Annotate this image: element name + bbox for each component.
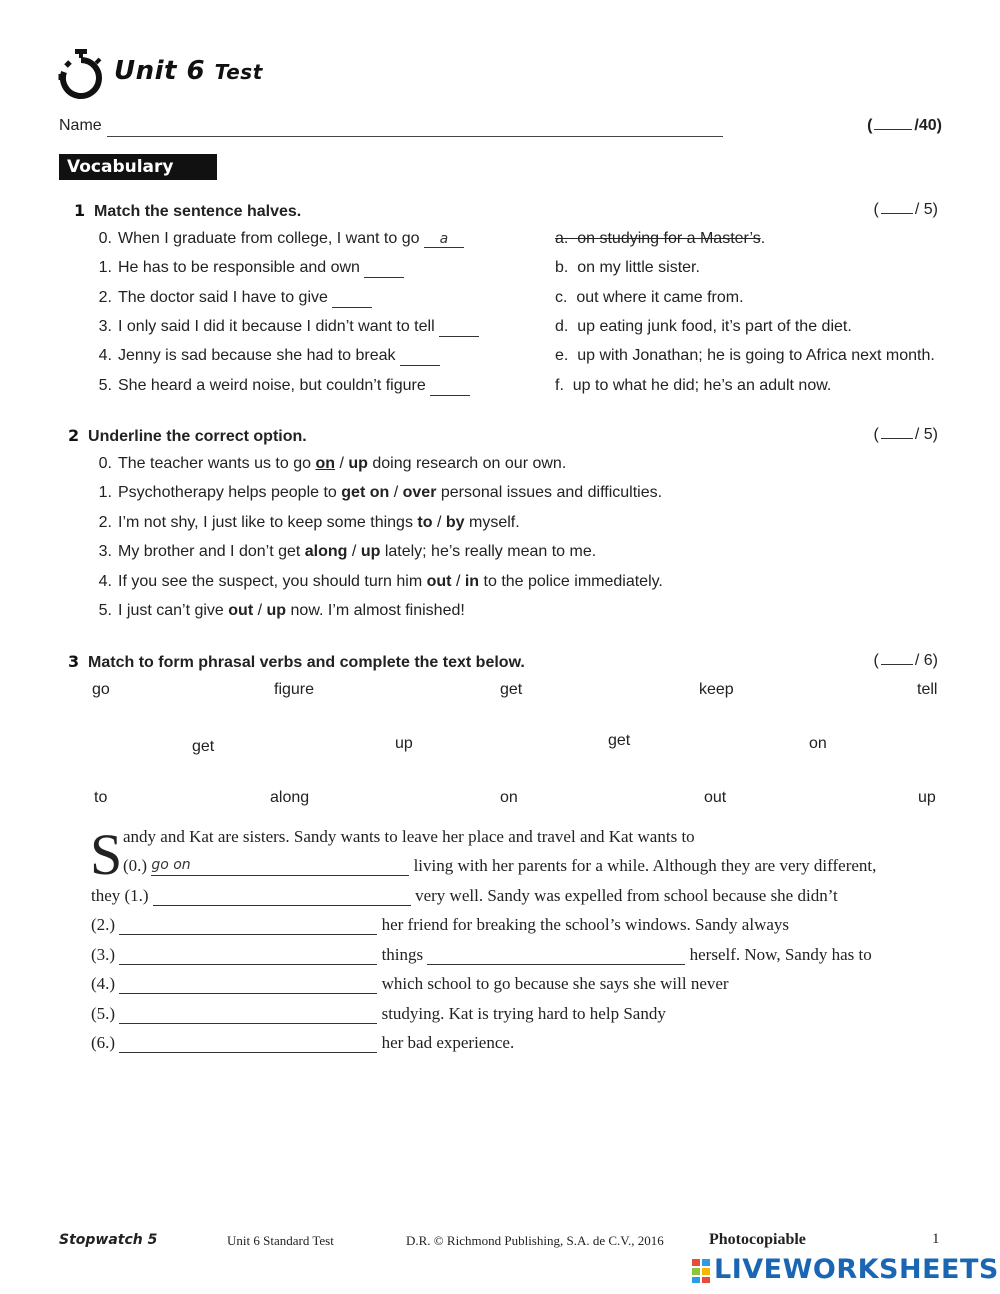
footer-photocopiable: Photocopiable: [709, 1231, 806, 1248]
ex1-ending-f: f. up to what he did; he’s an adult now.: [555, 377, 832, 394]
ex2-option[interactable]: up: [348, 455, 368, 472]
ex1-item-4: 4. Jenny is sad because she had to break: [90, 347, 440, 366]
text-line-0: andy and Kat are sisters. Sandy wants to leave her place and travel and Kat wants to: [123, 827, 695, 846]
total-score-blank[interactable]: [874, 129, 912, 130]
word-figure[interactable]: figure: [274, 681, 315, 698]
text-line-5: (4.) which school to go because she says she will never: [91, 974, 729, 993]
ex1-answer-5[interactable]: [430, 377, 470, 396]
gap-3a[interactable]: [119, 946, 377, 965]
page-title: Unit 6 Test: [114, 56, 263, 86]
exercise2-header: 2 Underline the correct option.: [68, 426, 307, 445]
ex2-option[interactable]: out: [228, 602, 254, 619]
exercise1-score-blank[interactable]: [881, 213, 913, 214]
word-along[interactable]: along: [270, 789, 310, 806]
ex1-item-3: 3. I only said I did it because I didn’t want to tell: [90, 318, 479, 337]
ex1-ending-b: b. on my little sister.: [555, 259, 700, 276]
footer-copyright: D.R. © Richmond Publishing, S.A. de C.V., 2016: [406, 1233, 664, 1248]
gap-2[interactable]: [119, 916, 377, 935]
ex2-item-1: 1. Psychotherapy helps people to get on / over personal issues and difficulties.: [98, 484, 663, 501]
text-line-1: (0.) go on living with her parents for a while. Although they are very different,: [123, 856, 877, 875]
word-get[interactable]: get: [608, 732, 631, 749]
word-tell[interactable]: tell: [917, 681, 938, 698]
ex1-answer-1[interactable]: [364, 259, 404, 278]
text-line-3: (2.) her friend for breaking the school’s windows. Sandy always: [91, 915, 790, 934]
ex1-answer-3[interactable]: [439, 318, 479, 337]
ex2-option[interactable]: by: [445, 514, 465, 531]
exercise3-score-blank[interactable]: [881, 664, 913, 665]
ex1-item-5: 5. She heard a weird noise, but couldn’t figure: [90, 377, 470, 396]
ex2-option[interactable]: out: [426, 573, 452, 590]
ex1-item-2: 2. The doctor said I have to give: [90, 289, 372, 308]
footer-test-name: Unit 6 Standard Test: [227, 1233, 334, 1248]
ex2-item-2: 2. I’m not shy, I just like to keep some things to / by myself.: [98, 514, 520, 531]
text-line-7: (6.) her bad experience.: [91, 1033, 515, 1052]
ex1-ending-c: c. out where it came from.: [555, 289, 744, 306]
word-go[interactable]: go: [92, 681, 110, 698]
word-up[interactable]: up: [918, 789, 936, 806]
word-get[interactable]: get: [192, 738, 215, 755]
word-keep[interactable]: keep: [699, 681, 734, 698]
ex1-ending-a: a. on studying for a Master’s.: [555, 230, 766, 247]
total-score: ( /40): [867, 117, 942, 134]
word-get[interactable]: get: [500, 681, 523, 698]
ex1-item-0: 0. When I graduate from college, I want to go a: [90, 230, 464, 248]
ex1-answer-4[interactable]: [400, 347, 440, 366]
gap-6[interactable]: [119, 1034, 377, 1053]
exercise3-header: 3 Match to form phrasal verbs and complete the text below.: [68, 652, 525, 671]
ex2-item-5: 5. I just can’t give out / up now. I’m almost finished!: [98, 602, 465, 619]
text-line-2: they (1.) very well. Sandy was expelled from school because she didn’t: [91, 886, 838, 905]
gap-4[interactable]: [119, 975, 377, 994]
ex2-option[interactable]: get on: [341, 484, 390, 501]
word-on[interactable]: on: [500, 789, 518, 806]
text-line-6: (5.) studying. Kat is trying hard to help Sandy: [91, 1004, 666, 1023]
ex2-option[interactable]: up: [266, 602, 287, 619]
gap-3b[interactable]: [427, 946, 685, 965]
drop-cap: S: [90, 822, 123, 887]
ex1-answer-0[interactable]: a: [424, 231, 464, 248]
stopwatch-logo-icon: [58, 48, 104, 100]
word-to[interactable]: to: [94, 789, 108, 806]
footer-brand: Stopwatch 5: [59, 1232, 158, 1248]
gap-1[interactable]: [153, 887, 411, 906]
exercise2-points: ( / 5): [873, 426, 938, 443]
exercise1-points: ( / 5): [873, 201, 938, 218]
watermark[interactable]: LIVEWORKSHEETS: [692, 1254, 999, 1285]
ex1-item-1: 1. He has to be responsible and own: [90, 259, 404, 278]
ex2-option[interactable]: in: [464, 573, 480, 590]
ex2-item-4: 4. If you see the suspect, you should turn him out / in to the police immediately.: [98, 573, 663, 590]
page-number: 1: [932, 1231, 940, 1247]
section-vocabulary: Vocabulary: [59, 154, 217, 180]
name-label: Name: [59, 117, 102, 134]
gap-0[interactable]: go on: [151, 857, 409, 876]
ex1-ending-e: e. up with Jonathan; he is going to Africa next month.: [555, 347, 935, 364]
ex1-ending-d: d. up eating junk food, it’s part of the diet.: [555, 318, 852, 335]
ex2-item-3: 3. My brother and I don’t get along / up lately; he’s really mean to me.: [98, 543, 597, 560]
liveworksheets-logo-icon: [692, 1259, 710, 1283]
exercise2-score-blank[interactable]: [881, 438, 913, 439]
word-out[interactable]: out: [704, 789, 727, 806]
ex2-option[interactable]: along: [304, 543, 348, 560]
ex2-option[interactable]: up: [360, 543, 381, 560]
ex2-option[interactable]: to: [417, 514, 433, 531]
exercise1-header: 1 Match the sentence halves.: [74, 201, 302, 220]
ex2-item-0: 0. The teacher wants us to go on / up doing research on our own.: [98, 455, 567, 472]
ex1-answer-2[interactable]: [332, 289, 372, 308]
ex2-option[interactable]: over: [402, 484, 437, 501]
ex2-option[interactable]: on: [315, 455, 335, 472]
name-field[interactable]: [107, 136, 723, 137]
text-line-4: (3.) things herself. Now, Sandy has to: [91, 945, 872, 964]
word-up[interactable]: up: [395, 735, 413, 752]
word-on[interactable]: on: [809, 735, 827, 752]
exercise3-points: ( / 6): [873, 652, 938, 669]
gap-5[interactable]: [119, 1005, 377, 1024]
